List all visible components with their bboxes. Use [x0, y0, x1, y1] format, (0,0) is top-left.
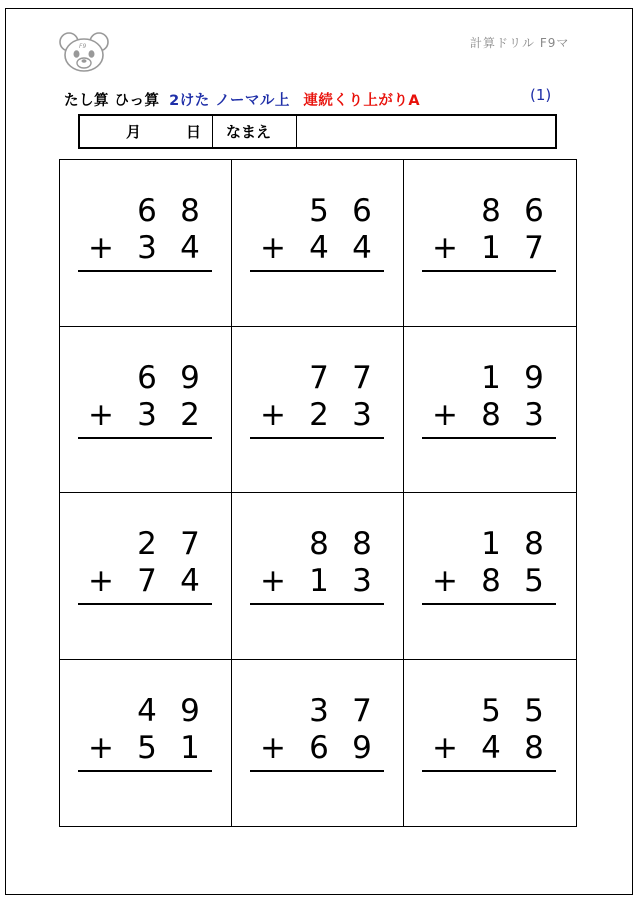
tens-digit: 7: [309, 359, 329, 396]
tens-digit: 3: [309, 692, 329, 729]
ones-digit: 7: [352, 359, 372, 396]
tens-digit: 7: [137, 563, 157, 599]
tens-digit: 8: [309, 526, 329, 562]
ones-digit: 9: [524, 359, 544, 396]
problem-cell: [404, 160, 576, 327]
title-part-2: 2けた ノーマル上: [169, 93, 290, 109]
ones-digit: 2: [180, 396, 200, 433]
answer-line: [78, 437, 212, 439]
brand-label: 計算ドリル F9マ: [470, 36, 570, 50]
ones-digit: 7: [352, 692, 372, 729]
plus-sign: +: [88, 396, 114, 433]
tens-digit: 1: [481, 526, 501, 562]
tens-digit: 2: [309, 396, 329, 433]
plus-sign: +: [260, 729, 286, 766]
month-label: 月: [126, 123, 142, 141]
tens-digit: 4: [137, 692, 157, 729]
tens-digit: 2: [137, 526, 157, 562]
ones-digit: 7: [524, 230, 544, 266]
tens-digit: 1: [481, 359, 501, 396]
answer-line: [78, 270, 212, 272]
bear-logo-icon: [58, 30, 110, 74]
ones-digit: 8: [524, 729, 544, 766]
date-divider: [212, 116, 213, 147]
problem-cell: [232, 660, 404, 827]
answer-line: [422, 603, 556, 605]
answer-line: [250, 770, 384, 772]
ones-digit: 7: [180, 526, 200, 562]
plus-sign: +: [260, 230, 286, 266]
plus-sign: +: [88, 230, 114, 266]
tens-digit: 3: [137, 396, 157, 433]
plus-sign: +: [88, 563, 114, 599]
tens-digit: 5: [137, 729, 157, 766]
title-part-3: 連続くり上がりA: [303, 93, 421, 109]
day-label: 日: [186, 123, 202, 141]
answer-line: [78, 770, 212, 772]
answer-line: [422, 270, 556, 272]
problem-cell: [404, 327, 576, 494]
problem-cell: [60, 493, 232, 660]
problem-cell: [60, 160, 232, 327]
ones-digit: 6: [524, 193, 544, 229]
tens-digit: 3: [137, 230, 157, 266]
plus-sign: +: [432, 230, 458, 266]
plus-sign: +: [260, 396, 286, 433]
tens-digit: 6: [309, 729, 329, 766]
tens-digit: 5: [309, 193, 329, 229]
answer-line: [250, 603, 384, 605]
tens-digit: 1: [481, 230, 501, 266]
tens-digit: 6: [137, 193, 157, 229]
problem-cell: [232, 493, 404, 660]
problem-cell: [404, 493, 576, 660]
ones-digit: 1: [180, 729, 200, 766]
tens-digit: 8: [481, 396, 501, 433]
tens-digit: 4: [481, 729, 501, 766]
tens-digit: 8: [481, 563, 501, 599]
name-label: なまえ: [226, 123, 272, 141]
tens-digit: 1: [309, 563, 329, 599]
answer-line: [422, 770, 556, 772]
ones-digit: 8: [180, 193, 200, 229]
ones-digit: 9: [180, 692, 200, 729]
plus-sign: +: [432, 563, 458, 599]
problem-grid: [59, 159, 577, 827]
ones-digit: 5: [524, 692, 544, 729]
ones-digit: 4: [180, 230, 200, 266]
tens-digit: 5: [481, 692, 501, 729]
ones-digit: 5: [524, 563, 544, 599]
answer-line: [422, 437, 556, 439]
ones-digit: 4: [180, 563, 200, 599]
ones-digit: 6: [352, 193, 372, 229]
title-part-1: たし算 ひっ算: [64, 93, 160, 109]
tens-digit: 8: [481, 193, 501, 229]
ones-digit: 3: [524, 396, 544, 433]
name-divider: [296, 116, 297, 147]
plus-sign: +: [88, 729, 114, 766]
ones-digit: 9: [180, 359, 200, 396]
problem-cell: [60, 660, 232, 827]
problem-cell: [232, 160, 404, 327]
tens-digit: 4: [309, 230, 329, 266]
answer-line: [250, 437, 384, 439]
ones-digit: 9: [352, 729, 372, 766]
svg-text:F9: F9: [79, 43, 87, 50]
tens-digit: 6: [137, 359, 157, 396]
plus-sign: +: [432, 396, 458, 433]
ones-digit: 4: [352, 230, 372, 266]
ones-digit: 3: [352, 396, 372, 433]
problem-cell: [404, 660, 576, 827]
worksheet-title: [64, 89, 420, 110]
plus-sign: +: [260, 563, 286, 599]
problem-cell: [232, 327, 404, 494]
plus-sign: +: [432, 729, 458, 766]
answer-line: [78, 603, 212, 605]
sheet-number: (1): [530, 86, 552, 104]
ones-digit: 3: [352, 563, 372, 599]
problem-cell: [60, 327, 232, 494]
ones-digit: 8: [352, 526, 372, 562]
ones-digit: 8: [524, 526, 544, 562]
answer-line: [250, 270, 384, 272]
name-date-box: [78, 114, 557, 149]
